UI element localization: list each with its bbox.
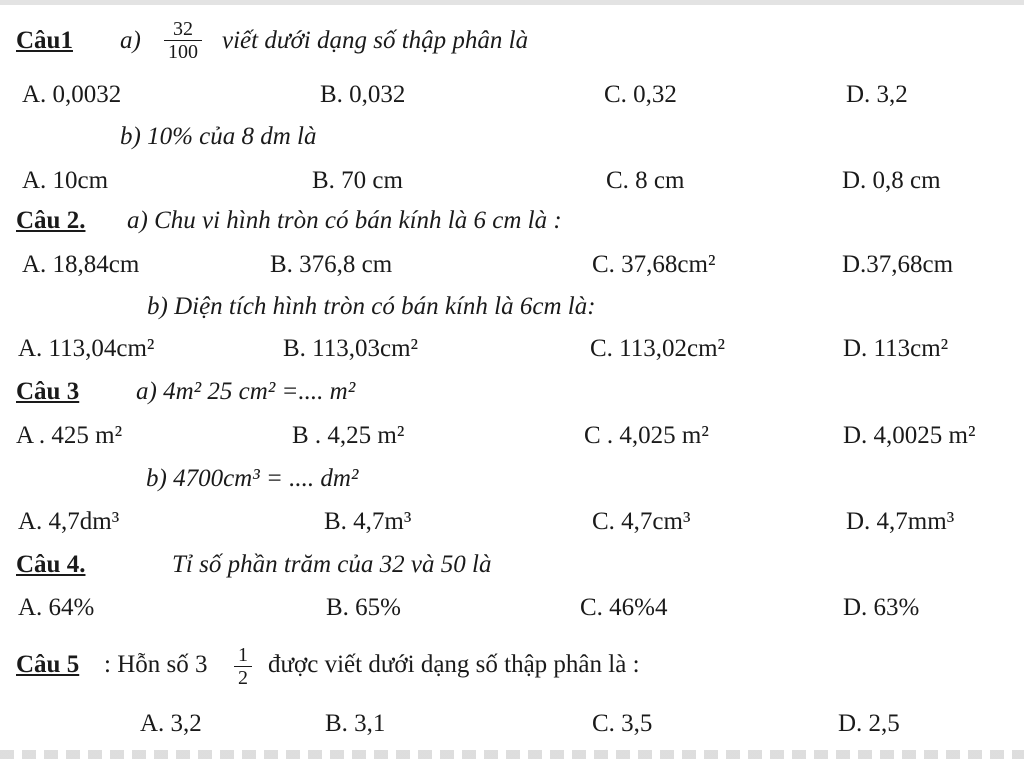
q4-line [0, 546, 1024, 584]
q4-option-a[interactable]: A. 64% [18, 594, 95, 621]
q3-a-text: a) 4m² 25 cm² =.... m² [136, 378, 356, 405]
q2-b-text: b) Diện tích hình tròn có bán kính là 6cm là: [147, 293, 596, 320]
q1-a-prefix: a) [120, 27, 141, 54]
q2-label: Câu 2. [16, 207, 86, 234]
q1-b-line [0, 118, 1024, 156]
q1-b-text: b) 10% của 8 dm là [120, 123, 317, 150]
q4-option-b[interactable]: B. 65% [326, 594, 401, 621]
q2-a-option-d[interactable]: D.37,68cm [842, 251, 954, 278]
q5-option-a[interactable]: A. 3,2 [140, 710, 202, 737]
q5-frac-den: 2 [238, 666, 248, 689]
q3-b-option-c[interactable]: C. 4,7cm³ [592, 508, 691, 535]
q5-label: Câu 5 [16, 651, 80, 678]
q5-text-before: : Hỗn số 3 [104, 651, 208, 678]
q1-a-text: viết dưới dạng số thập phân là [222, 27, 529, 54]
q3-label: Câu 3 [16, 378, 80, 405]
q1-a-option-b[interactable]: B. 0,032 [320, 81, 406, 108]
q3-a-option-b[interactable]: B . 4,25 m² [292, 422, 405, 449]
q1-a-option-a[interactable]: A. 0,0032 [22, 81, 122, 108]
q5-text-after: được viết dưới dạng số thập phân là : [268, 651, 640, 678]
q2-b-option-d[interactable]: D. 113cm² [843, 335, 949, 362]
q3-b-option-d[interactable]: D. 4,7mm³ [846, 508, 955, 535]
q1-frac-den: 100 [168, 40, 198, 63]
q1-a-option-d[interactable]: D. 3,2 [846, 81, 908, 108]
q2-a-line [0, 202, 1024, 240]
q2-a-text: a) Chu vi hình tròn có bán kính là 6 cm là : [127, 207, 562, 234]
q3-b-line [0, 460, 1024, 498]
q1-a-option-c[interactable]: C. 0,32 [604, 81, 677, 108]
q2-b-option-a[interactable]: A. 113,04cm² [18, 335, 155, 362]
q5-option-d[interactable]: D. 2,5 [838, 710, 900, 737]
q5-option-c[interactable]: C. 3,5 [592, 710, 653, 737]
q3-a-option-c[interactable]: C . 4,025 m² [584, 422, 709, 449]
q2-b-option-c[interactable]: C. 113,02cm² [590, 335, 726, 362]
q5-option-b[interactable]: B. 3,1 [325, 710, 386, 737]
q5-options [0, 705, 1024, 743]
q3-a-option-a[interactable]: A . 425 m² [16, 422, 123, 449]
q2-a-option-a[interactable]: A. 18,84cm [22, 251, 140, 278]
q1-b-option-b[interactable]: B. 70 cm [312, 167, 403, 194]
q5-line [0, 638, 1024, 692]
q3-a-option-d[interactable]: D. 4,0025 m² [843, 422, 976, 449]
q2-a-option-c[interactable]: C. 37,68cm² [592, 251, 716, 278]
cut-off-next-line [0, 750, 1024, 759]
q4-text: Tỉ số phần trăm của 32 và 50 là [172, 551, 492, 578]
q1-b-option-c[interactable]: C. 8 cm [606, 167, 685, 194]
q2-a-option-b[interactable]: B. 376,8 cm [270, 251, 393, 278]
q2-b-option-b[interactable]: B. 113,03cm² [283, 335, 419, 362]
q1-label: Câu1 [16, 27, 73, 54]
q1-b-option-d[interactable]: D. 0,8 cm [842, 167, 941, 194]
q1-b-options [0, 162, 1024, 200]
q2-b-options [0, 330, 1024, 368]
q1-b-option-a[interactable]: A. 10cm [22, 167, 109, 194]
q4-options [0, 589, 1024, 627]
q3-a-options [0, 417, 1024, 455]
q2-b-line [0, 288, 1024, 326]
q3-a-line [0, 373, 1024, 411]
q4-option-d[interactable]: D. 63% [843, 594, 920, 621]
q2-a-options [0, 246, 1024, 284]
q3-b-options [0, 503, 1024, 541]
q5-frac-num: 1 [234, 644, 252, 667]
q3-b-option-a[interactable]: A. 4,7dm³ [18, 508, 120, 535]
q1-a-options [0, 76, 1024, 114]
q1-a-line [0, 16, 1024, 66]
q4-label: Câu 4. [16, 551, 86, 578]
q1-fraction [164, 14, 202, 64]
q5-fraction [234, 638, 252, 692]
q3-b-option-b[interactable]: B. 4,7m³ [324, 508, 412, 535]
q4-option-c[interactable]: C. 46%4 [580, 594, 668, 621]
q3-b-text: b) 4700cm³ = .... dm² [146, 465, 359, 492]
top-border [0, 0, 1024, 5]
q1-frac-num: 32 [164, 18, 202, 41]
